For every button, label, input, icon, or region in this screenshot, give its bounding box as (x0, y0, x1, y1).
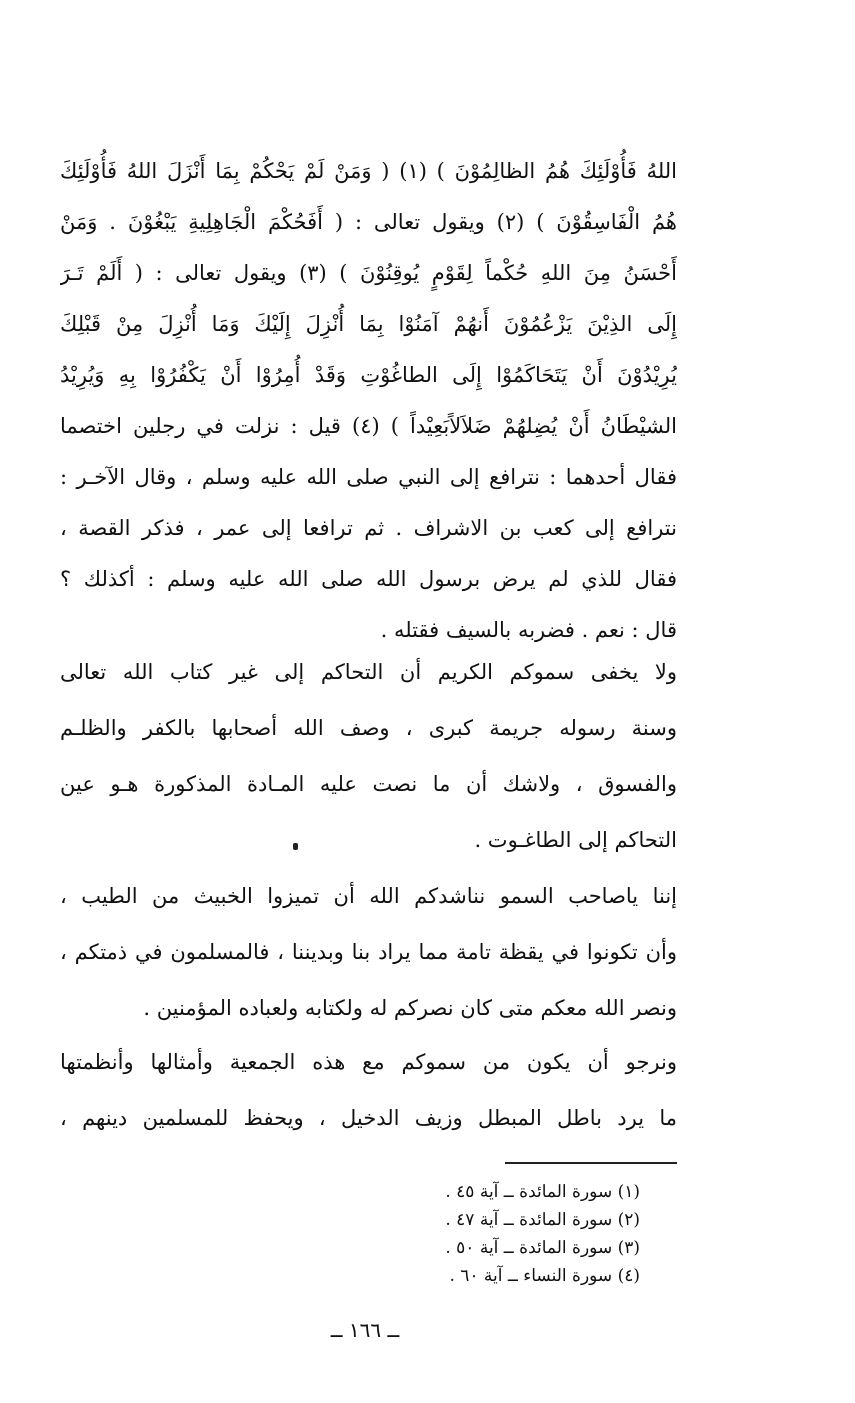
text-line: وسنة رسوله جريمة كبرى ، وصف الله أصحابها بالكفر والظلـم (60, 716, 677, 740)
page-number: ــ ١٦٦ ــ (330, 1318, 400, 1342)
text-line: نترافع إلى كعب بن الاشراف . ثم ترافعا إلى عمر ، فذكر القصة ، (60, 516, 677, 540)
text-line: ما يرد باطل المبطل وزيف الدخيل ، ويحفظ للمسلمين دينهم ، (60, 1106, 677, 1130)
footnote-item: (١) سورة المائدة ــ آية ٤٥ . (445, 1182, 640, 1202)
text-line: الشيْطَانُ أَنْ يُضِلهُمْ ضَلاَلاًبَعِيْداً ) (٤) قيل : نزلت في رجلين اختصما (60, 414, 677, 438)
text-line: التحاكم إلى الطاغـوت . (474, 828, 677, 852)
text-line: إِلَى الذِيْنَ يَزْعُمُوْنَ أَنهُمْ آمَنُوْا بِمَا أُنْزِلَ إِلَيْكَ وَمَا أُنْزِلَ مِنْ قَبْلِكَ (60, 312, 677, 336)
text-line: فقال أحدهما : نترافع إلى النبي صلى الله عليه وسلم ، وقال الآخـر : (60, 465, 677, 489)
footnote-divider (505, 1162, 677, 1164)
ink-mark (293, 843, 298, 850)
text-line: قال : نعم . فضربه بالسيف فقتله . (380, 618, 677, 642)
paragraph-appeal (60, 868, 677, 1036)
footnote-item: (٤) سورة النساء ــ آية ٦٠ . (449, 1266, 640, 1286)
footnote-item: (٣) سورة المائدة ــ آية ٥٠ . (445, 1238, 640, 1258)
text-line: ولا يخفى سموكم الكريم أن التحاكم إلى غير كتاب الله تعالى (60, 660, 677, 684)
text-line: إننا ياصاحب السمو نناشدكم الله أن تميزوا الخبيث من الطيب ، (60, 884, 677, 908)
paragraph-tahakum (60, 644, 677, 868)
text-line: يُرِيْدُوْنَ أَنْ يَتَحَاكَمُوْا إِلَى الطاغُوْتِ وَقَدْ أُمِرُوْا أَنْ يَكْفُرُوْا بِهِ وَيُرِيْدُ (60, 363, 677, 387)
text-line: ونرجو أن يكون من سموكم مع هذه الجمعية وأمثالها وأنظمتها (60, 1050, 677, 1074)
text-line: فقال للذي لم يرض برسول الله صلى الله عليه وسلم : أكذلك ؟ (60, 567, 677, 591)
text-line: أَحْسَنُ مِنَ اللهِ حُكْماً لِقَوْمٍ يُوقِنُوْنَ ) (٣) ويقول تعالى : ( أَلَمْ تَـرَ (60, 261, 677, 285)
text-line: ونصر الله معكم متى كان نصركم له ولكتابه ولعباده المؤمنين . (143, 996, 677, 1020)
text-line: اللهُ فَأُوْلَئِكَ هُمُ الظالِمُوْنَ ) (١) ( وَمَنْ لَمْ يَحْكُمْ بِمَا أَنْزَلَ اللهُ فَأُوْلَئِكَ (60, 159, 677, 183)
footnotes (300, 1178, 640, 1290)
paragraph-hope (60, 1034, 677, 1146)
text-line: هُمُ الْفَاسِقُوْنَ ) (٢) ويقول تعالى : ( أَفَحُكْمَ الْجَاهِلِيةِ يَبْغُوْنَ . وَمَنْ (60, 210, 677, 234)
footnote-item: (٢) سورة المائدة ــ آية ٤٧ . (445, 1210, 640, 1230)
text-line: وأن تكونوا في يقظة تامة مما يراد بنا وبديننا ، فالمسلمون في ذمتكم ، (60, 940, 677, 964)
paragraph-quran-citations (60, 146, 677, 656)
text-line: والفسوق ، ولاشك أن ما نصت عليه المـادة المذكورة هـو عين (60, 772, 677, 796)
